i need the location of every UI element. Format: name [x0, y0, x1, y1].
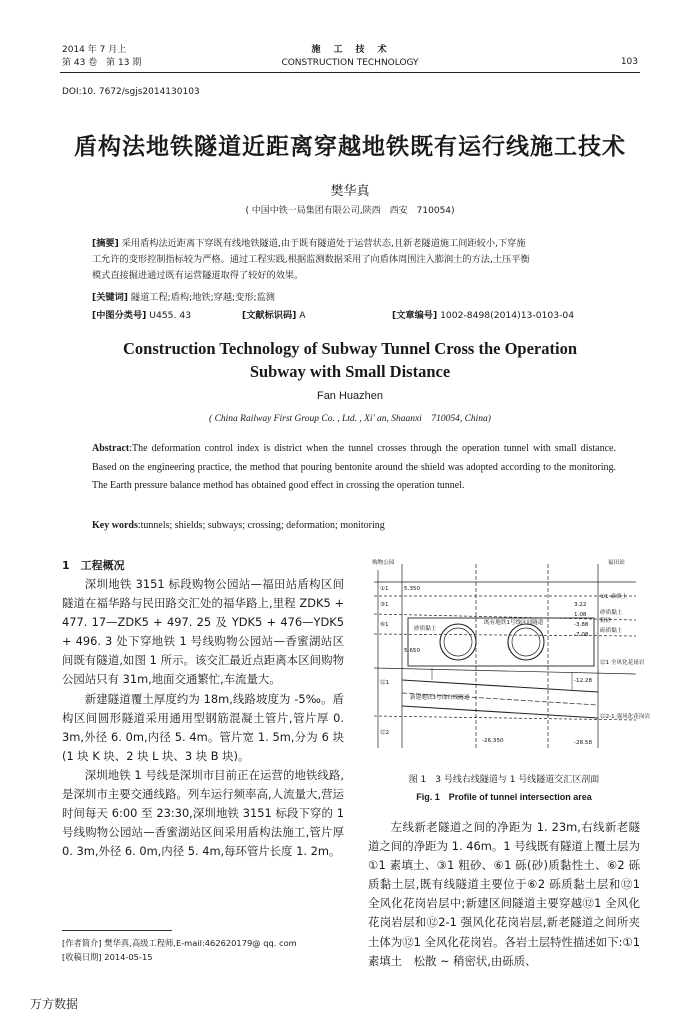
author-cn: 樊华真 [330, 184, 370, 199]
new-tunnel-top [402, 680, 598, 692]
elevation-label: 5.650 [404, 648, 421, 654]
layer-label: ①1 素填土 [600, 594, 628, 600]
elevation-label: -7.08 [574, 632, 589, 638]
abstract-cn-line-3: 模式直接掘进通过既有运营隧道取得了较好的效果。 [92, 270, 304, 281]
section-title: 1 工程概况 [62, 559, 125, 572]
layer-label: ⑥1 [380, 622, 389, 628]
layer-label: 粗砂 [600, 618, 612, 624]
existing-tunnel-left [440, 624, 476, 660]
doc-code: [文献标识码] A [242, 310, 306, 321]
layer-label: 砂质黏土 [414, 626, 437, 632]
new-tunnel-label: 新建地铁3号线右线隧道 [410, 695, 470, 701]
existing-tunnel-label: 既有地铁1号线区间隧道 [484, 620, 544, 626]
layer-label: ①1 [380, 586, 389, 592]
footnote-rule [62, 930, 172, 931]
watermark: 万方数据 [30, 997, 79, 1011]
elevation-label: 3.22 [574, 602, 587, 608]
figure-caption-en: Fig. 1 Profile of tunnel intersection area [416, 792, 592, 802]
keywords-cn-text: 隧道工程;盾构;地铁;穿越;变形;监测 [130, 292, 275, 303]
abstract-cn-line-1: [摘要] 采用盾构法近距离下穿既有线地铁隧道,由于既有隧道处于运营状态,且新老隧道施工间距较小,下穿施 [92, 238, 526, 249]
abstract-cn [92, 236, 616, 284]
keywords-en [92, 520, 385, 531]
journal-name-cn: 施 工 技 术 [311, 45, 389, 55]
affiliation-en: ( China Railway First Group Co. , Ltd. , Xi' an, Shaanxi 710054, China) [209, 414, 491, 424]
station-label-left: 购物公园 [372, 560, 395, 566]
elevation-label: 5.350 [404, 586, 421, 592]
body-column-left [62, 575, 344, 861]
abstract-en-text: :The deformation control index is district when the tunnel crosses through the operation tunnel with small distance. Based on the engineering practice, the method that pouring bentonite around the shield was adopted according to the monitoring. The Earth pressure balance method has obtained good effect in crossing the operation tunnel. [92, 443, 616, 491]
paragraph: 新建隧道覆土厚度约为 18m,线路坡度为 -5‰。盾构区间圆形隧道采用通用型钢筋混凝土管片,管片厚 0. 3m,外径 6. 0m,内径 5. 4m。管片宽 1. 5m,分为 6 块(1 块 K 块、2 块 L 块、3 块 B 块)。 [62, 691, 344, 763]
layer-label: ⑫1 [380, 680, 390, 686]
page-number: 103 [620, 57, 638, 67]
journal-name-en: CONSTRUCTION TECHNOLOGY [281, 58, 419, 68]
keywords-cn [92, 289, 275, 303]
tunnel-profile-figure [372, 556, 651, 752]
issue-info [62, 44, 141, 70]
abstract-cn-label: [摘要] [92, 238, 119, 249]
existing-tunnel-right-inner [512, 628, 540, 656]
author-en: Fan Huazhen [316, 390, 384, 402]
body-column-right [368, 818, 640, 971]
author-note: [作者简介] 樊华真,高级工程师,E-mail:462620179@ qq. com [62, 938, 297, 948]
layer-boundary [374, 668, 636, 674]
clc-code: [中图分类号] U455. 43 [92, 310, 192, 321]
layer-label: ⑫2 [380, 730, 390, 736]
elevation-label: -26.350 [482, 738, 504, 744]
journal-name [230, 44, 470, 70]
abstract-en [92, 440, 616, 496]
received-date: [收稿日期] 2014-05-15 [62, 952, 153, 962]
elevation-label: 1.08 [574, 612, 587, 618]
keywords-cn-label: [关键词] [92, 292, 128, 303]
layer-label: ⑫2-1 强风化花岗岩 [600, 714, 651, 720]
leader-line [432, 668, 572, 690]
layer-label: 砂质黏土 [600, 610, 623, 616]
abstract-en-label: Abstract [92, 443, 130, 454]
article-title-cn: 盾构法地铁隧道近距离穿越地铁既有运行线施工技术 [74, 133, 626, 160]
paragraph: 深圳地铁 1 号线是深圳市目前正在运营的地铁线路,是深圳市主要交通线路。列车运行频率高,人流量大,营运时间每天 6:00 至 23:30,深圳地铁 3151 标段下穿的 1 号线购物公园站—香蜜湖站区间采用盾构法施工,管片厚 0. 3m,外径 6. 0m,内径 5. 4m,每环管片长度 1. 2m。 [62, 767, 344, 859]
article-number: [文章编号] 1002-8498(2014)13-0103-04 [392, 310, 575, 321]
elevation-label: -28.58 [574, 740, 593, 746]
affiliation-cn: ( 中国中铁一局集团有限公司,陕西 西安 710054) [245, 206, 455, 216]
article-title-en: Construction Technology of Subway Tunnel Cross the Operation Subway with Small Distance [123, 339, 577, 381]
header-rule [60, 72, 640, 73]
layer-boundary [374, 634, 636, 636]
figure-caption-cn: 图 1 3 号线右线隧道与 1 号线隧道交汇区剖面 [408, 775, 600, 785]
paragraph: 左线新老隧道之间的净距为 1. 23m,右线新老隧道之间的净距为 1. 46m。1 号线既有隧道上覆土层为①1 素填土、③1 粗砂、⑥1 砾(砂)质黏性土、⑥2 砾质黏土层,既有线隧道主要位于⑥2 砾质黏土层和⑫1 全风化花岗岩层中;新建区间隧道主要穿越⑫1 全风化花岗岩层和⑫2-1 强风化花岗岩层,新老隧道之间所夹土体为⑫1 全风化花岗岩。各岩土层特性描述如下:①1 素填土 松散 ~ 稍密状,由砾质、 [368, 820, 640, 968]
abstract-cn-line-2: 工允许的变形控制指标较为严格。通过工程实践,根据监测数据采用了向盾体周围注入膨润土的方法,土压平衡 [92, 254, 530, 265]
existing-tunnel-right [508, 624, 544, 660]
keywords-en-text: :tunnels; shields; subways; crossing; deformation; monitoring [137, 520, 385, 531]
layer-label: ⑫1 全风化花岗岩 [600, 660, 645, 666]
elevation-label: -3.88 [574, 622, 589, 628]
issue-volume: 第 43 卷 第 13 期 [62, 58, 142, 68]
paragraph: 深圳地铁 3151 标段购物公园站—福田站盾构区间隧道在福华路与民田路交汇处的福华路上,里程 ZDK5 + 477. 17—ZDK5 + 497. 25 及 YDK5 + 476—YDK5 + 496. 3 处下穿地铁 1 号线购物公园站—香蜜湖站区间既有隧道,如图 1 所示。该交汇最近点距离本区间购物公园站只有 31m,地面交通繁忙,车流量大。 [62, 577, 344, 687]
existing-tunnel-left-inner [444, 628, 472, 656]
keywords-en-label: Key words [92, 520, 138, 531]
elevation-label: -12.28 [574, 678, 593, 684]
layer-label: 砾质黏土 [600, 628, 623, 634]
station-label-right: 福田站 [608, 560, 625, 566]
issue-date: 2014 年 7 月上 [62, 45, 127, 55]
layer-label: ③1 [380, 602, 389, 608]
new-tunnel-bottom [402, 706, 598, 718]
doi: DOI:10. 7672/sgjs2014130103 [62, 87, 200, 97]
